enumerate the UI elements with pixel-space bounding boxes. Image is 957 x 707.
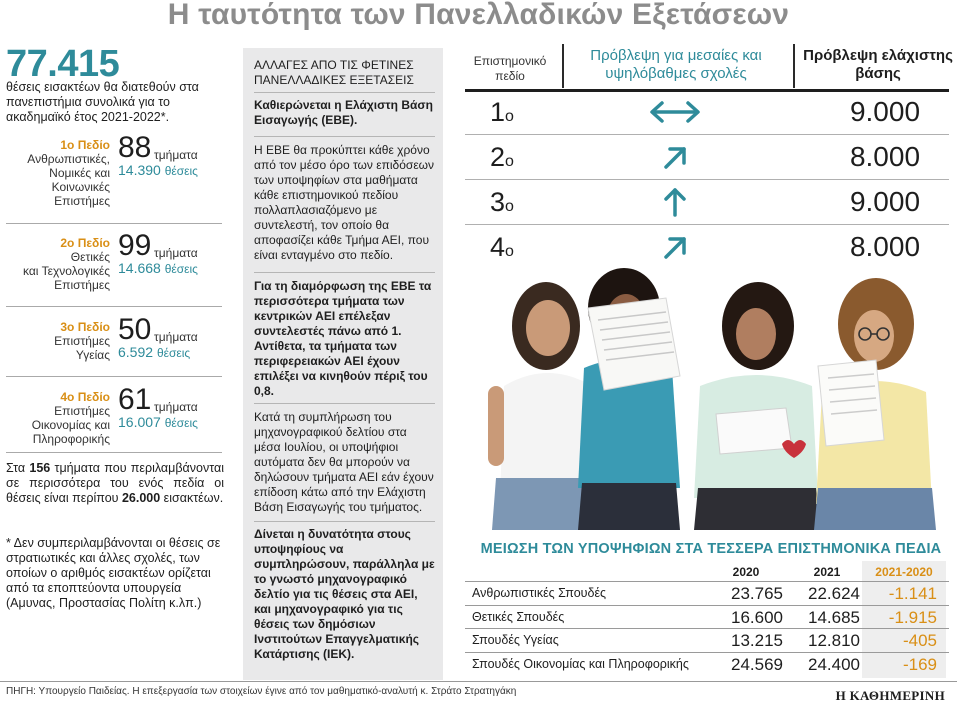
changes-paragraph-3: Για τη διαμόρφωση της ΕΒΕ τα περισσότερα τμήματα των κεντρικών ΑΕΙ επέλεξαν συντελεστές πάνω από 1. Αντίθετα, τα τμήματα των περιφερειακών ΑΕΙ έχουν επιλέξει να κινηθούν πέριξ του 0,8. [254, 279, 432, 398]
field-1-name-line: Ανθρωπιστικές, [27, 152, 110, 166]
field-3-seats-value: 6.592 [118, 344, 154, 360]
value-2020: 23.765 [731, 584, 783, 603]
field-4-dept-unit: τμήματα [154, 400, 198, 414]
value-2020: 16.600 [731, 607, 783, 627]
field-2-label: 2ο Πεδίο [60, 236, 110, 250]
field-3-departments: 50 [118, 313, 152, 346]
field-2-seats [118, 260, 198, 276]
footnote: * Δεν συμπεριλαμβάνονται οι θέσεις σε στρατιωτικές και άλλες σχολές, των οποίων ο αριθμός εισακτέων ορίζεται από τα εποπτεύοντα υπουργεία (Αμυνας, Προστασίας Πολίτη κ.λπ.) [6, 536, 221, 610]
field-2-seats-unit: θέσεις [164, 262, 198, 276]
field-2-name-line: και Τεχνολογικές [23, 264, 110, 278]
changes-paragraph-2: Η ΕΒΕ θα προκύπτει κάθε χρόνο από τον μέσο όρο των επιδόσεων των υποψηφίων στα μαθήματα κάθε επιστημονικού πεδίου πολλαπλασιαζόμενο με συντελεστή, τον οποίο θα αποφασίζει κάθε Τμήμα ΑΕΙ, που είναι ενταγμένο στο πεδίο. [254, 143, 435, 262]
field-2-name-line: Επιστήμες [54, 278, 110, 292]
field-1-name-line: Κοινωνικές [51, 180, 110, 194]
field-3-block [0, 313, 222, 400]
changes-paragraph-1: Καθιερώνεται η Ελάχιστη Βάση Εισαγωγής (ΕΒΕ). [254, 98, 433, 127]
forecast-rank-1 [490, 96, 514, 133]
page-title: Η ταυτότητα των Πανελλαδικών Εξετάσεων [167, 0, 790, 31]
field-4-seats-unit: θέσεις [164, 416, 198, 430]
divider [254, 136, 435, 137]
field-1-block [0, 131, 222, 218]
field-3-dept-unit: τμήματα [154, 330, 198, 344]
up-right-icon [640, 141, 710, 173]
column-divider [793, 44, 795, 88]
field-1-seats-unit: θέσεις [164, 164, 198, 178]
field-4-name-line: Πληροφορικής [32, 432, 110, 446]
row-divider [465, 179, 949, 180]
divider [254, 92, 435, 93]
changes-paragraph-4: Κατά τη συμπλήρωση του μηχανογραφικού δελτίου στα μέσα Ιουλίου, οι υποψήφιοι αυτόματα δεν θα μπορούν να δηλώσουν τμήματα ΑΕΙ εάν έχουν επίδοση κάτω από την Ελάχιστη Βάση Εισαγωγής του τμήματος. [254, 410, 434, 514]
rank-suffix: ο [505, 108, 514, 125]
divider [6, 452, 222, 453]
students-photo [466, 268, 957, 530]
value-2021: 14.685 [808, 607, 860, 627]
note-text: εισακτέων. [160, 491, 224, 505]
table-row [465, 628, 949, 652]
value-2020: 13.215 [731, 631, 783, 650]
value-2021: 24.400 [808, 654, 860, 674]
row-label: Σπουδές Οικονομίας και Πληροφορικής [472, 656, 689, 671]
note-number: 26.000 [121, 491, 161, 505]
column-divider [562, 44, 564, 88]
field-1-seats [118, 162, 198, 178]
field-1-dept-unit: τμήματα [154, 148, 198, 162]
field-2-block [0, 229, 222, 316]
field-2-name-line: Θετικές [70, 250, 110, 264]
decline-table-title: ΜΕΙΩΣΗ ΤΩΝ ΥΠΟΨΗΦΙΩΝ ΣΤΑ ΤΕΣΣΕΡΑ ΕΠΙΣΤΗΜΟΝΙΚΑ ΠΕΔΙΑ [480, 541, 942, 557]
rank-number: 4 [490, 232, 506, 262]
value-2021: 22.624 [808, 584, 860, 603]
changes-paragraph-5: Δίνεται η δυνατότητα στους υποψηφίους να συμπληρώσουν, παράλληλα με το γνωστό μηχανογραφικό δελτίο για τις θέσεις στα ΑΕΙ, και μηχανογραφικό για τις θέσεις των δημόσιων Ινστιτούτων Επαγγελματικής Κατάρτισης (ΙΕΚ). [254, 527, 435, 661]
forecast-header-mid-high: Πρόβλεψη για μεσαίες και υψηλόβαθμες σχολές [590, 47, 762, 82]
forecast-rank-4 [490, 231, 514, 268]
forecast-base-2: 8.000 [849, 141, 921, 172]
total-seats-number: 77.415 [6, 43, 120, 85]
table-row [465, 652, 949, 676]
divider [254, 403, 435, 404]
value-2021: 12.810 [808, 631, 860, 650]
header-2021: 2021 [813, 565, 841, 579]
value-2020: 24.569 [731, 654, 783, 674]
header-2020: 2020 [732, 565, 760, 579]
forecast-base-1: 9.000 [849, 96, 921, 127]
field-4-departments: 61 [118, 383, 152, 416]
rank-suffix: ο [505, 153, 514, 170]
publisher-logo: Η ΚΑΘΗΜΕΡΙΝΗ [835, 688, 945, 703]
forecast-header-min-base: Πρόβλεψη ελάχιστης βάσης [803, 47, 953, 82]
shared-departments-note [6, 461, 224, 506]
field-4-name-line: Επιστήμες [54, 404, 110, 418]
table-row [465, 605, 949, 629]
field-4-seats-value: 16.007 [118, 414, 161, 430]
value-diff: -1.141 [888, 584, 937, 603]
row-divider [465, 224, 949, 225]
row-label: Σπουδές Υγείας [472, 633, 559, 647]
field-1-seats-value: 14.390 [118, 162, 161, 178]
table-header-row [465, 561, 949, 581]
field-2-seats-value: 14.668 [118, 260, 161, 276]
divider [6, 376, 222, 377]
field-3-seats [118, 344, 190, 360]
rank-number: 1 [490, 97, 506, 127]
forecast-rank-2 [490, 141, 514, 178]
field-1-name [0, 138, 110, 208]
field-4-seats [118, 414, 198, 430]
rank-suffix: ο [505, 198, 514, 215]
row-label: Θετικές Σπουδές [472, 609, 565, 624]
header-diff: 2021-2020 [875, 565, 933, 579]
row-divider [465, 134, 949, 135]
divider [6, 223, 222, 224]
field-1-departments: 88 [118, 131, 152, 164]
forecast-header-field: Επιστημονικό πεδίο [473, 54, 547, 83]
row-label: Ανθρωπιστικές Σπουδές [472, 586, 607, 600]
note-text: Στα [6, 461, 30, 475]
value-diff: -169 [902, 654, 937, 674]
table-row [465, 581, 949, 605]
field-3-name [0, 320, 110, 362]
field-3-seats-unit: θέσεις [156, 346, 191, 360]
field-3-name-line: Υγείας [75, 348, 110, 362]
divider [254, 272, 435, 273]
rank-suffix: ο [505, 243, 514, 260]
changes-panel [243, 48, 443, 680]
field-3-label: 3ο Πεδίο [60, 320, 110, 334]
field-1-label: 1ο Πεδίο [60, 138, 110, 152]
note-number: 156 [29, 461, 51, 475]
note-text: τμήματα που περιλαμβάνονται σε περισσότερα του ενός πεδία οι θέσεις είναι περίπου [6, 461, 224, 505]
field-4-label: 4ο Πεδίο [60, 390, 110, 404]
value-diff: -405 [902, 631, 937, 650]
forecast-rank-3 [490, 186, 514, 223]
field-2-name [0, 236, 110, 292]
field-2-departments: 99 [118, 229, 152, 262]
forecast-base-4: 8.000 [849, 231, 921, 262]
rank-number: 3 [490, 187, 506, 217]
source-note: ΠΗΓΗ: Υπουργείο Παιδείας. Η επεξεργασία των στοιχείων έγινε από τον μαθηματικό-αναλυτή κ. Στράτο Στρατηγάκη [6, 686, 517, 697]
footer-rule [0, 681, 957, 682]
divider [254, 521, 435, 522]
field-4-name [0, 390, 110, 446]
total-seats-description: θέσεις εισακτέων θα διατεθούν στα πανεπιστήμια συνολικά για το ακαδημαϊκό έτος 2021-2022*. [6, 80, 199, 124]
field-1-name-line: Νομικές και [49, 166, 110, 180]
divider [6, 306, 222, 307]
value-diff: -1.915 [888, 607, 937, 627]
changes-heading: ΑΛΛΑΓΕΣ ΑΠΟ ΤΙΣ ΦΕΤΙΝΕΣ ΠΑΝΕΛΛΑΔΙΚΕΣ ΕΞΕΤΑΣΕΙΣ [254, 58, 414, 87]
field-4-name-line: Οικονομίας και [31, 418, 110, 432]
up-right-icon [640, 231, 710, 263]
field-4-block [0, 383, 222, 470]
field-1-name-line: Επιστήμες [54, 194, 110, 208]
header-rule [465, 89, 949, 92]
field-3-name-line: Επιστήμες [54, 334, 110, 348]
decline-table [465, 561, 949, 675]
up-icon [640, 186, 710, 218]
rank-number: 2 [490, 142, 506, 172]
forecast-base-3: 9.000 [849, 186, 921, 217]
stable-icon [640, 96, 710, 128]
field-2-dept-unit: τμήματα [154, 246, 198, 260]
